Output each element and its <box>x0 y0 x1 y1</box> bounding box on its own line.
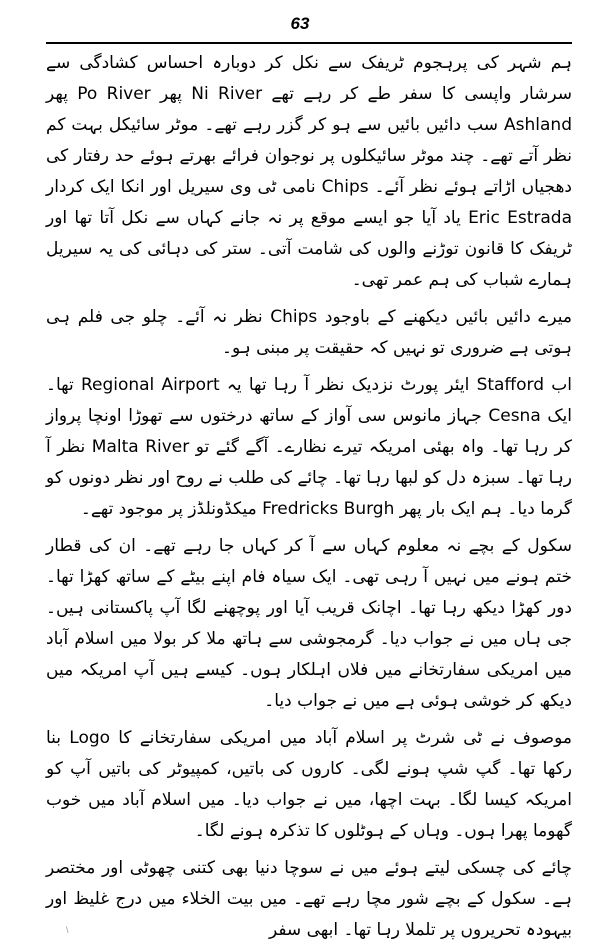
paragraph-2: میرے دائیں بائیں دیکھنے کے باوجود Chips نظر نہ آئے۔ چلو جی فلم ہی ہوتی ہے ضروری تو نہیں کہ حقیقت پر مبنی ہو۔ <box>46 307 573 358</box>
page-number: 63 <box>290 14 310 33</box>
paragraph-1: ہم شہر کی پرہجوم ٹریفک سے نکل کر دوبارہ احساس کشادگی سے سرشار واپسی کا سفر طے کر رہے تھے Ni River پھر Po River پھر Ashland سب دائیں بائیں سے ہو کر گزر رہے تھے۔ موٹر سائیکل بہت کم نظر آتے تھے۔ چند موٹر سائیکلوں پر نوجوان فرائے بھرتے ہوئے حد رفتار کی دھجیاں اڑاتے ہوئے نظر آئے۔ Chips نامی ٹی وی سیریل اور انکا ایک کردار Eric Estrada یاد آیا جو ایسے موقع پر نہ جانے کہاں سے نکل آتا تھا اور ٹریفک کا قانون توڑنے والوں کی شامت آتی۔ ستر کی دہائی کی یہ سیریل ہمارے شباب کی ہم عمر تھی۔ <box>46 53 573 290</box>
paragraph-5: موصوف نے ٹی شرٹ پر اسلام آباد میں امریکی سفارتخانے کا Logo بنا رکھا تھا۔ گپ شپ ہونے لگی۔ کاروں کی باتیں، کمپیوٹر کی باتیں آپ کو امریکہ کیسا لگا۔ بہت اچھا، میں نے جواب دیا۔ میں اسلام آباد میں خوب گھوما پھرا ہوں۔ وہاں کے ہوٹلوں کا تذکرہ ہونے لگا۔ <box>46 728 572 841</box>
paragraph-3: اب Stafford ایئر پورٹ نزدیک نظر آ رہا تھا یہ Regional Airport تھا۔ ایک Cesna جہاز مانوس سی آواز کے ساتھ درختوں سے تھوڑا اونچا پرواز کر رہا تھا۔ واہ بھئی امریکہ تیرے نظارے۔ آگے گئے تو Malta River نظر آ رہا تھا۔ سبزہ دل کو لبھا رہا تھا۔ چائے کی طلب نے روح اور نظر دونوں کو گرما دیا۔ ہم ایک بار پھر Fredricks Burgh میکڈونلڈز پر موجود تھے۔ <box>46 375 573 519</box>
footer-mark: \ <box>66 925 69 935</box>
paragraph-6: چائے کی چسکی لیتے ہوئے میں نے سوچا دنیا بھی کتنی چھوٹی اور مختصر ہے۔ سکول کے بچے شور مچا رہے تھے۔ میں بیت الخلاء میں درج غلیظ اور بیہودہ تحریروں پر تلملا رہا تھا۔ ابھی سفر <box>46 858 572 940</box>
paragraph-4: سکول کے بچے نہ معلوم کہاں سے آ کر کہاں جا رہے تھے۔ ان کی قطار ختم ہونے میں نہیں آ رہی تھی۔ ایک سیاہ فام اپنے بیٹے کے ساتھ کھڑا تھا۔ دور کھڑا دیکھ رہا تھا۔ اچانک قریب آیا اور پوچھنے لگا آپ پاکستانی ہیں۔ جی ہاں میں نے جواب دیا۔ گرمجوشی سے ہاتھ ملا کر بولا میں اسلام آباد میں امریکی سفارتخانے میں فلاں اہلکار ہوں۔ کیسے ہیں آپ امریکہ میں دیکھ کر خوشی ہوئی ہے میں نے جواب دیا۔ <box>46 536 572 711</box>
page-body <box>46 48 572 952</box>
header-rule <box>46 42 572 44</box>
